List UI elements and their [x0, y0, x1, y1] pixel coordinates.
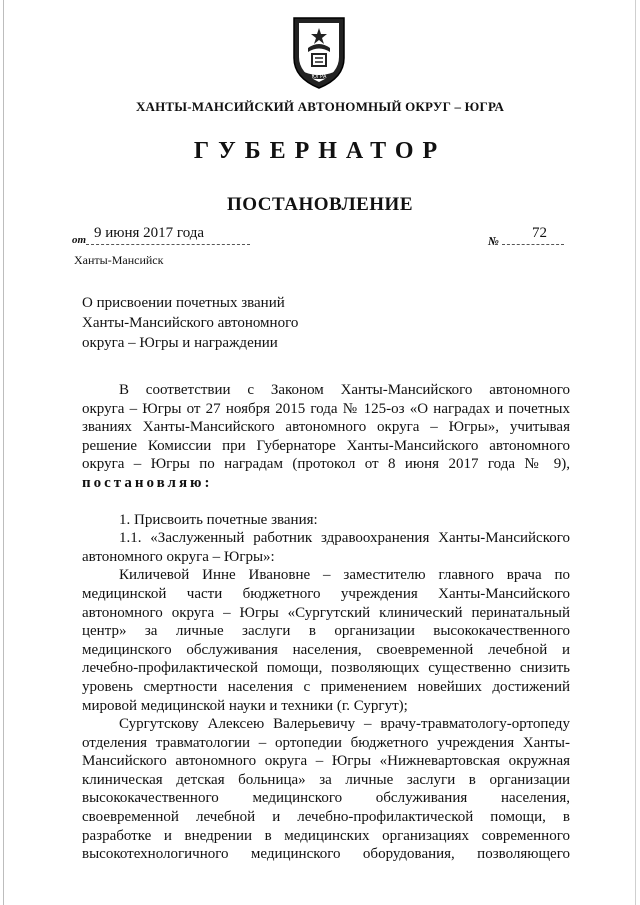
kilicheva-line: Киличевой Инне Ивановне – заместителю главного врача по [119, 567, 570, 584]
surgutskov-line: отделения травматологии – ортопедии бюджетного учреждения Ханты- [82, 734, 570, 751]
surgutskov-line: Сургутскову Алексею Валерьевичу – врачу-травматологу-ортопеду [119, 716, 570, 733]
body-line: округа – Югры от 27 ноября 2015 года № 125-оз «О наградах и почетных [82, 400, 570, 417]
document-type: ПОСТАНОВЛЕНИЕ [226, 194, 414, 215]
body-line: В соответствии с Законом Ханты-Мансийского автономного [119, 382, 570, 398]
surgutskov-line: высококачественного медицинского обслуживания населения, [82, 790, 570, 807]
document-date: 9 июня 2017 года [94, 225, 205, 241]
coat-of-arms-emblem [288, 12, 350, 92]
document-body [82, 381, 570, 864]
emblem-label: ЮГРА [311, 74, 327, 80]
document-number: 72 [532, 225, 547, 241]
body-line: решение Комиссии при Губернаторе Ханты-Мансийского автономного [82, 437, 570, 454]
scan-edge-left [3, 0, 4, 905]
surgutskov-line: высокотехнологичного медицинского оборудования, позволяющего [82, 846, 570, 863]
item-1-1-line: автономного округа – Югры»: [82, 548, 275, 565]
city: Ханты-Мансийск [74, 253, 164, 267]
item-1: 1. Присвоить почетные звания: [119, 511, 318, 528]
body-line: званиях Ханты-Мансийского автономного округа – Югры», учитывая [82, 419, 570, 436]
date-underline [86, 244, 250, 245]
surgutskov-line: Мансийского автономного округа – Югры «Нижневартовская окружная [82, 753, 570, 770]
kilicheva-line: мировой медицинской науки и техники (г. Сургут); [82, 697, 408, 714]
kilicheva-line: медицинского обслуживания населения, своевременной лечебной и [82, 641, 570, 658]
surgutskov-line: разработке и внедрении в медицинских организациях современного [82, 827, 570, 844]
kilicheva-line: центр» за личные заслуги в организации высококачественного [82, 623, 570, 640]
kilicheva-line: лечебно-профилактической помощи, позволяющих существенно снизить [82, 660, 570, 677]
surgutskov-line: своевременной лечебной и лечебно-профилактической помощи, в [82, 809, 570, 826]
document-subject [82, 293, 342, 353]
item-1-1-line: 1.1. «Заслуженный работник здравоохранения Ханты-Мансийского [119, 530, 570, 547]
scan-edge-right [635, 0, 636, 905]
authority-heading: ГУБЕРНАТОР [193, 138, 447, 164]
okrug-heading: ХАНТЫ-МАНСИЙСКИЙ АВТОНОМНЫЙ ОКРУГ – ЮГРА [135, 99, 505, 114]
decree-word: постановляю: [82, 474, 213, 491]
kilicheva-line: медицинской части бюджетного учреждения Ханты-Мансийского [82, 585, 570, 602]
kilicheva-line: автономного округа – Югры «Сургутский клинический перинатальный [82, 604, 570, 621]
date-label: от [72, 234, 87, 246]
subject-line: Ханты-Мансийского автономного [82, 315, 299, 331]
body-line: округа – Югры по наградам (протокол от 8 июня 2017 года № 9), [82, 456, 570, 473]
subject-line: О присвоении почетных званий [82, 295, 285, 311]
kilicheva-line: уровень смертности населения с применением новейших достижений [82, 678, 570, 695]
number-underline [502, 244, 564, 245]
subject-line: округа – Югры и награждении [82, 335, 278, 351]
number-label: № [488, 234, 499, 248]
surgutskov-line: клиническая детская больница» за личные заслуги в организации [82, 771, 570, 788]
